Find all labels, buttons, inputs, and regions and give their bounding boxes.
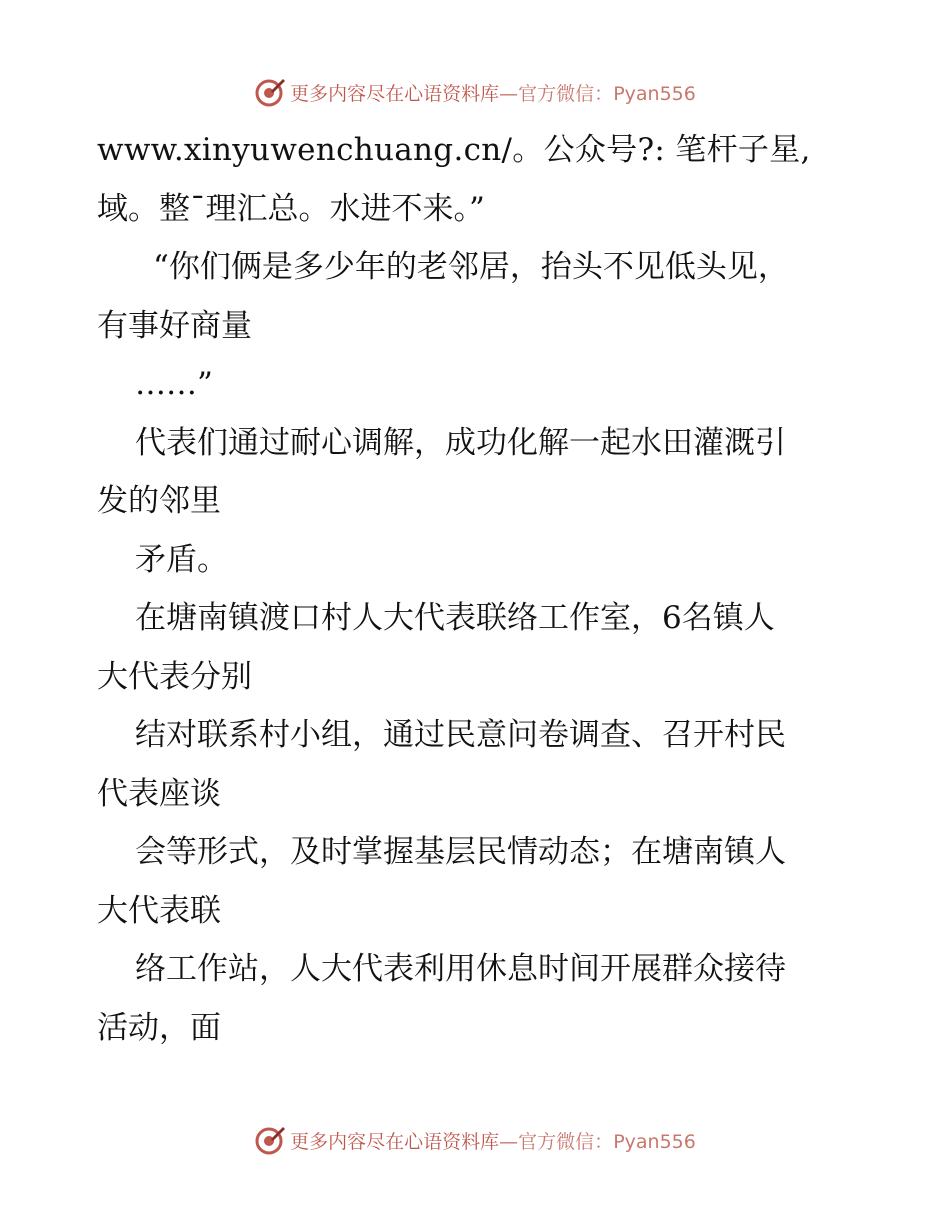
- watermark-contact: 官方微信：: [518, 82, 614, 105]
- document-body: [97, 121, 867, 1057]
- text-line: 代表们通过耐心调解，成功化解一起水田灌溉引: [135, 424, 786, 461]
- watermark-text: [290, 1127, 696, 1154]
- text-line: 大代表分别: [97, 658, 252, 695]
- text-line: 结对联系村小组，通过民意问卷调查、召开村民: [135, 717, 786, 753]
- watermark-separator: —: [499, 1130, 519, 1153]
- watermark-text: [290, 79, 696, 106]
- watermark-wechat-id: Pyan556: [613, 82, 696, 105]
- text-line: 大代表联: [97, 892, 221, 929]
- watermark-separator: —: [499, 82, 519, 105]
- text-line: 在塘南镇渡口村人大代表联络工作室，6名镇人: [135, 600, 775, 636]
- watermark-brand: 更多内容尽在心语资料库: [290, 82, 500, 105]
- quill-seal-icon: [254, 1124, 286, 1156]
- watermark-brand: 更多内容尽在心语资料库: [290, 1130, 500, 1153]
- text-line: 发的邻里: [97, 483, 221, 519]
- text-line: www.xinyuwenchuang.cn/。公众号?: 笔杆子星,: [97, 132, 811, 168]
- text-line: 会等形式，及时掌握基层民情动态；在塘南镇人: [135, 834, 786, 870]
- text-line: 域。整¯理汇总。水进不来。”: [97, 190, 485, 227]
- quill-seal-icon: [254, 76, 286, 108]
- text-line: 络工作站，人大代表利用休息时间开展群众接待: [135, 951, 786, 987]
- footer-watermark: [0, 1120, 950, 1160]
- text-line: 矛盾。: [135, 541, 228, 578]
- watermark-contact: 官方微信：: [518, 1130, 614, 1153]
- text-line: 活动，面: [97, 1009, 221, 1046]
- text-line: 代表座谈: [97, 775, 221, 812]
- header-watermark: [0, 72, 950, 112]
- text-line: ……”: [135, 366, 213, 402]
- watermark-wechat-id: Pyan556: [613, 1130, 696, 1153]
- text-line: 有事好商量: [97, 307, 252, 344]
- text-line: “你们俩是多少年的老邻居，抬头不见低头见，: [153, 249, 789, 285]
